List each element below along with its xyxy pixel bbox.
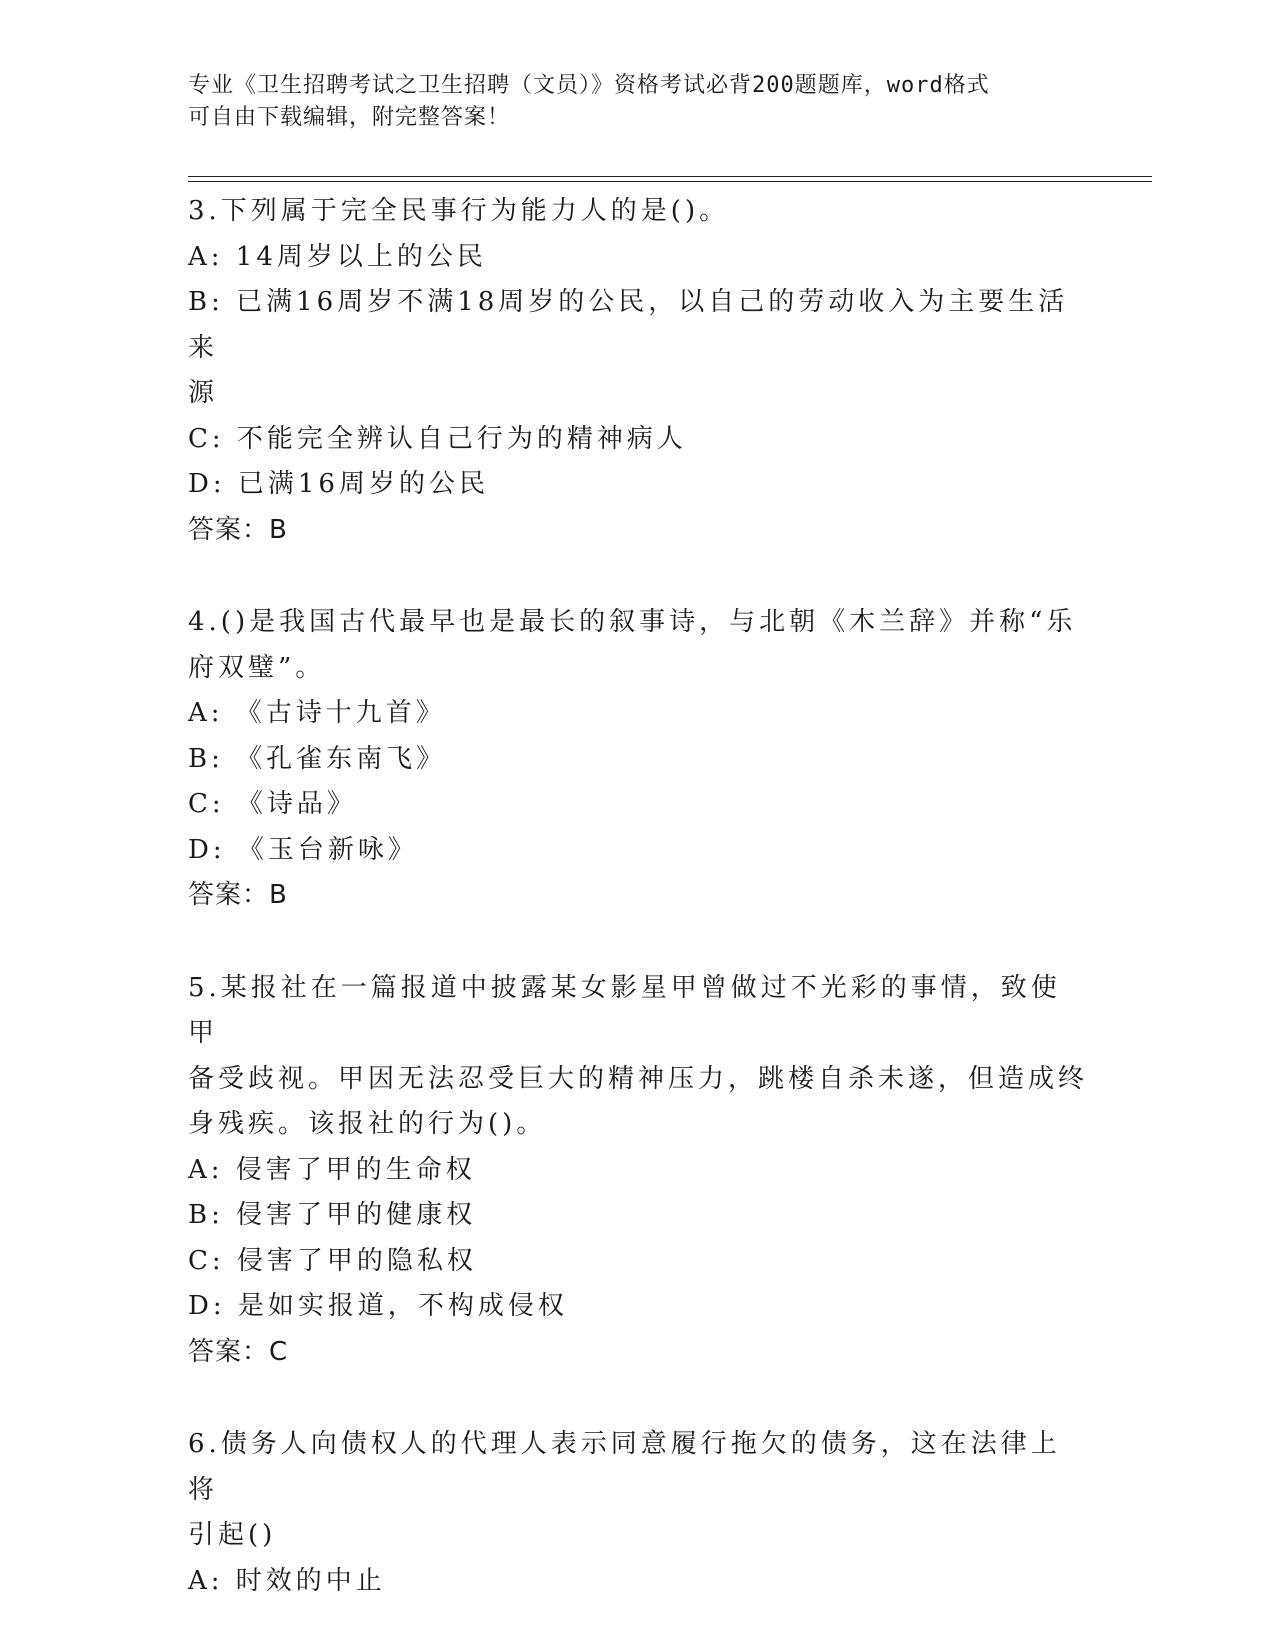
- question-4: [188, 600, 1088, 919]
- option-d: D: 《玉台新咏》: [188, 834, 418, 865]
- option-c: C: 《诗品》: [188, 789, 357, 819]
- header-divider-top: [188, 176, 1152, 177]
- header-line-2: 可自由下载编辑，附完整答案！: [188, 105, 511, 130]
- question-6: [188, 1422, 1088, 1604]
- question-5: [188, 966, 1088, 1376]
- question-stem-continued: 身残疾。该报社的行为()。: [188, 1109, 547, 1139]
- spacer: [188, 919, 1088, 966]
- question-stem: 3.下列属于完全民事行为能力人的是()。: [188, 196, 730, 226]
- spacer: [188, 1375, 1088, 1422]
- option-a: A: 14周岁以上的公民: [188, 241, 487, 272]
- option-b: B: 《孔雀东南飞》: [188, 743, 447, 774]
- answer: 答案：B: [188, 880, 288, 910]
- question-list: [188, 189, 1088, 1604]
- option-a: A: 时效的中止: [188, 1565, 386, 1596]
- option-a: A: 侵害了甲的生命权: [188, 1154, 476, 1185]
- option-b: B: 侵害了甲的健康权: [188, 1200, 477, 1230]
- question-stem-continued: 备受歧视。甲因无法忍受巨大的精神压力，跳楼自杀未遂，但造成终: [188, 1063, 1089, 1094]
- option-a: A: 《古诗十九首》: [188, 698, 446, 728]
- answer: 答案：B: [188, 514, 288, 545]
- question-stem: 4.()是我国古代最早也是最长的叙事诗，与北朝《木兰辞》并称“乐: [188, 607, 1077, 637]
- question-stem: 5.某报社在一篇报道中披露某女影星甲曾做过不光彩的事情，致使甲: [188, 972, 1061, 1048]
- option-c: C: 侵害了甲的隐私权: [188, 1245, 477, 1276]
- option-d: D: 已满16周岁的公民: [188, 469, 489, 499]
- question-stem-continued: 引起(): [188, 1520, 277, 1550]
- option-c: C: 不能完全辨认自己行为的精神病人: [188, 423, 687, 454]
- option-d: D: 是如实报道，不构成侵权: [188, 1291, 568, 1321]
- question-stem-continued: 府双璧”。: [188, 652, 326, 683]
- option-b: B: 已满16周岁不满18周岁的公民，以自己的劳动收入为主要生活来: [188, 287, 1069, 363]
- document-header: [188, 70, 1068, 134]
- question-3: [188, 189, 1088, 553]
- header-line-1: 专业《卫生招聘考试之卫生招聘（文员）》资格考试必背200题题库，word格式: [188, 73, 990, 98]
- spacer: [188, 553, 1088, 600]
- answer: 答案：C: [188, 1336, 289, 1367]
- question-stem: 6.债务人向债权人的代理人表示同意履行拖欠的债务，这在法律上将: [188, 1429, 1061, 1505]
- option-b-continued: 源: [188, 378, 219, 408]
- header-divider-bottom: [188, 181, 1152, 182]
